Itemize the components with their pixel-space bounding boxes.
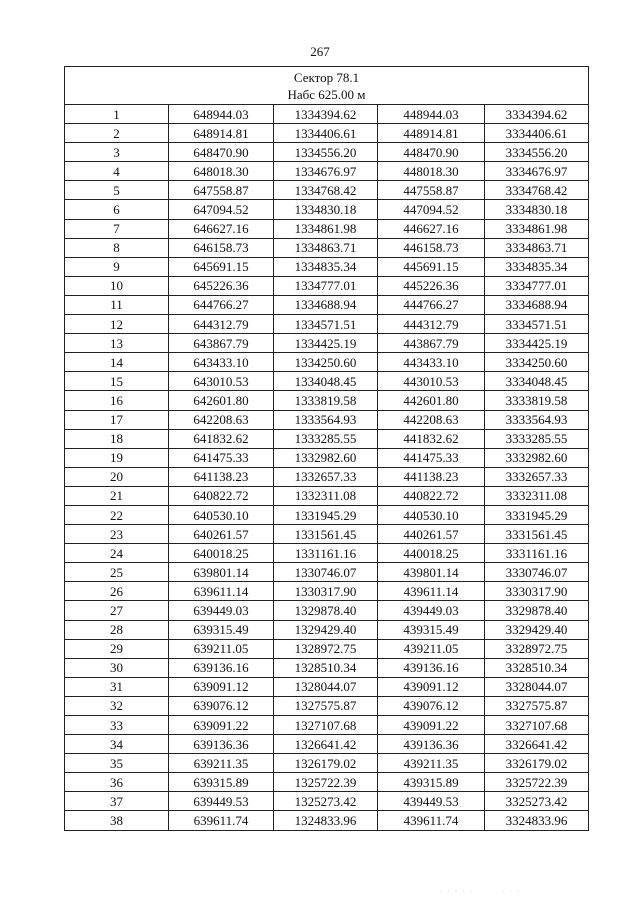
coord-x1-cell: 639315.49 — [169, 620, 274, 639]
point-number-cell: 32 — [65, 696, 169, 715]
table-row — [65, 505, 589, 524]
coord-y1-cell: 1333285.55 — [274, 429, 378, 448]
point-number-cell: 2 — [65, 124, 169, 143]
point-number-cell: 8 — [65, 238, 169, 257]
point-number-cell: 38 — [65, 811, 169, 830]
coord-y1-cell: 1333819.58 — [274, 391, 378, 410]
coord-y1-cell: 1332657.33 — [274, 467, 378, 486]
point-number-cell: 3 — [65, 143, 169, 162]
coord-y2-cell: 3334861.98 — [485, 219, 589, 238]
coord-y1-cell: 1334830.18 — [274, 200, 378, 219]
coord-x1-cell: 645691.15 — [169, 257, 274, 276]
coord-x1-cell: 641475.33 — [169, 448, 274, 467]
table-row — [65, 601, 589, 620]
table-row — [65, 391, 589, 410]
point-number-cell: 16 — [65, 391, 169, 410]
page-number: 267 — [310, 44, 330, 59]
coord-y2-cell: 3334425.19 — [485, 334, 589, 353]
coord-x2-cell: 443433.10 — [378, 353, 485, 372]
coord-x2-cell: 439136.16 — [378, 658, 485, 677]
coord-y2-cell: 3326179.02 — [485, 754, 589, 773]
coord-x2-cell: 443010.53 — [378, 372, 485, 391]
coord-x1-cell: 642208.63 — [169, 410, 274, 429]
table-row — [65, 181, 589, 200]
coord-y2-cell: 3334835.34 — [485, 257, 589, 276]
point-number-cell: 13 — [65, 334, 169, 353]
coord-y1-cell: 1334768.42 — [274, 181, 378, 200]
coord-y2-cell: 3328044.07 — [485, 677, 589, 696]
table-row — [65, 143, 589, 162]
coord-x1-cell: 643010.53 — [169, 372, 274, 391]
coord-y2-cell: 3330317.90 — [485, 582, 589, 601]
coord-x2-cell: 440261.57 — [378, 525, 485, 544]
point-number-cell: 37 — [65, 792, 169, 811]
coord-y1-cell: 1327107.68 — [274, 716, 378, 735]
coord-x2-cell: 444766.27 — [378, 295, 485, 314]
coord-x2-cell: 440822.72 — [378, 486, 485, 505]
coord-y2-cell: 3324833.96 — [485, 811, 589, 830]
coord-x2-cell: 448470.90 — [378, 143, 485, 162]
coord-x1-cell: 639449.53 — [169, 792, 274, 811]
point-number-cell: 18 — [65, 429, 169, 448]
table-row — [65, 716, 589, 735]
point-number-cell: 26 — [65, 582, 169, 601]
point-number-cell: 28 — [65, 620, 169, 639]
coord-y1-cell: 1325722.39 — [274, 773, 378, 792]
coord-x2-cell: 441138.23 — [378, 467, 485, 486]
table-row — [65, 582, 589, 601]
table-body — [65, 67, 589, 831]
table-row — [65, 295, 589, 314]
coord-x1-cell: 639076.12 — [169, 696, 274, 715]
table-header-row — [65, 67, 589, 105]
coord-y1-cell: 1334048.45 — [274, 372, 378, 391]
table-row — [65, 620, 589, 639]
coord-y1-cell: 1328044.07 — [274, 677, 378, 696]
coord-x1-cell: 639315.89 — [169, 773, 274, 792]
point-number-cell: 36 — [65, 773, 169, 792]
table-row — [65, 658, 589, 677]
coord-x1-cell: 643433.10 — [169, 353, 274, 372]
point-number-cell: 7 — [65, 219, 169, 238]
coord-x1-cell: 641832.62 — [169, 429, 274, 448]
coord-x1-cell: 646627.16 — [169, 219, 274, 238]
coord-y1-cell: 1334835.34 — [274, 257, 378, 276]
coord-y1-cell: 1334777.01 — [274, 276, 378, 295]
coord-y2-cell: 3331945.29 — [485, 505, 589, 524]
coord-y2-cell: 3330746.07 — [485, 563, 589, 582]
coord-y1-cell: 1329429.40 — [274, 620, 378, 639]
coord-x1-cell: 639211.05 — [169, 639, 274, 658]
coord-x2-cell: 442208.63 — [378, 410, 485, 429]
table-row — [65, 124, 589, 143]
coord-x1-cell: 640530.10 — [169, 505, 274, 524]
coord-x2-cell: 439611.74 — [378, 811, 485, 830]
coord-x1-cell: 642601.80 — [169, 391, 274, 410]
point-number-cell: 27 — [65, 601, 169, 620]
coord-x2-cell: 447094.52 — [378, 200, 485, 219]
coord-y2-cell: 3325722.39 — [485, 773, 589, 792]
point-number-cell: 20 — [65, 467, 169, 486]
coord-y1-cell: 1334863.71 — [274, 238, 378, 257]
coord-y1-cell: 1331161.16 — [274, 544, 378, 563]
point-number-cell: 14 — [65, 353, 169, 372]
coord-x2-cell: 441475.33 — [378, 448, 485, 467]
coord-x1-cell: 648018.30 — [169, 162, 274, 181]
table-row — [65, 276, 589, 295]
coord-y1-cell: 1327575.87 — [274, 696, 378, 715]
coord-y2-cell: 3331561.45 — [485, 525, 589, 544]
coord-y2-cell: 3332657.33 — [485, 467, 589, 486]
table-row — [65, 448, 589, 467]
coord-x2-cell: 439076.12 — [378, 696, 485, 715]
coord-x1-cell: 647558.87 — [169, 181, 274, 200]
coord-x2-cell: 439449.03 — [378, 601, 485, 620]
coord-y2-cell: 3329429.40 — [485, 620, 589, 639]
coord-x1-cell: 644312.79 — [169, 315, 274, 334]
coord-x1-cell: 639211.35 — [169, 754, 274, 773]
coord-y2-cell: 3331161.16 — [485, 544, 589, 563]
coord-x2-cell: 441832.62 — [378, 429, 485, 448]
coord-y2-cell: 3334777.01 — [485, 276, 589, 295]
table-row — [65, 353, 589, 372]
coord-x1-cell: 640018.25 — [169, 544, 274, 563]
coord-y1-cell: 1329878.40 — [274, 601, 378, 620]
coord-y2-cell: 3328972.75 — [485, 639, 589, 658]
coord-x1-cell: 644766.27 — [169, 295, 274, 314]
table-header — [65, 67, 589, 105]
coord-y1-cell: 1334250.60 — [274, 353, 378, 372]
point-number-cell: 31 — [65, 677, 169, 696]
point-number-cell: 30 — [65, 658, 169, 677]
coord-y1-cell: 1334676.97 — [274, 162, 378, 181]
coord-y2-cell: 3334571.51 — [485, 315, 589, 334]
point-number-cell: 21 — [65, 486, 169, 505]
coord-x1-cell: 639801.14 — [169, 563, 274, 582]
coord-y1-cell: 1334425.19 — [274, 334, 378, 353]
coord-y1-cell: 1326179.02 — [274, 754, 378, 773]
point-number-cell: 33 — [65, 716, 169, 735]
coord-x2-cell: 442601.80 — [378, 391, 485, 410]
coord-y2-cell: 3329878.40 — [485, 601, 589, 620]
coord-x1-cell: 648470.90 — [169, 143, 274, 162]
coord-y1-cell: 1334406.61 — [274, 124, 378, 143]
table-row — [65, 429, 589, 448]
coord-y2-cell: 3334768.42 — [485, 181, 589, 200]
point-number-cell: 6 — [65, 200, 169, 219]
table-row — [65, 105, 589, 124]
coord-y1-cell: 1326641.42 — [274, 735, 378, 754]
table-row — [65, 735, 589, 754]
point-number-cell: 34 — [65, 735, 169, 754]
scan-artifact: · · · · · · · · — [440, 889, 521, 895]
point-number-cell: 29 — [65, 639, 169, 658]
table-row — [65, 677, 589, 696]
sector-title: Сектор 78.1 — [293, 70, 360, 85]
table-row — [65, 563, 589, 582]
table-row — [65, 219, 589, 238]
table-row — [65, 315, 589, 334]
coord-x1-cell: 641138.23 — [169, 467, 274, 486]
point-number-cell: 23 — [65, 525, 169, 544]
coord-x2-cell: 439611.14 — [378, 582, 485, 601]
coord-x2-cell: 446627.16 — [378, 219, 485, 238]
coord-x1-cell: 646158.73 — [169, 238, 274, 257]
table-row — [65, 372, 589, 391]
coord-x2-cell: 444312.79 — [378, 315, 485, 334]
coord-y2-cell: 3325273.42 — [485, 792, 589, 811]
coord-x2-cell: 448018.30 — [378, 162, 485, 181]
point-number-cell: 24 — [65, 544, 169, 563]
coord-x2-cell: 439091.12 — [378, 677, 485, 696]
coord-x1-cell: 645226.36 — [169, 276, 274, 295]
coord-x2-cell: 448914.81 — [378, 124, 485, 143]
coord-y1-cell: 1325273.42 — [274, 792, 378, 811]
coord-y1-cell: 1334556.20 — [274, 143, 378, 162]
table-row — [65, 257, 589, 276]
coord-x2-cell: 439091.22 — [378, 716, 485, 735]
coord-x1-cell: 647094.52 — [169, 200, 274, 219]
point-number-cell: 11 — [65, 295, 169, 314]
coord-x2-cell: 439211.05 — [378, 639, 485, 658]
point-number-cell: 15 — [65, 372, 169, 391]
coord-x2-cell: 439315.49 — [378, 620, 485, 639]
height-subtitle: Набс 625.00 м — [287, 87, 366, 102]
coord-x2-cell: 439315.89 — [378, 773, 485, 792]
table-row — [65, 238, 589, 257]
point-number-cell: 22 — [65, 505, 169, 524]
coord-y1-cell: 1328510.34 — [274, 658, 378, 677]
table-row — [65, 334, 589, 353]
coord-x2-cell: 439136.36 — [378, 735, 485, 754]
coord-y1-cell: 1330746.07 — [274, 563, 378, 582]
coord-x1-cell: 639091.12 — [169, 677, 274, 696]
coord-x2-cell: 445226.36 — [378, 276, 485, 295]
point-number-cell: 4 — [65, 162, 169, 181]
point-number-cell: 10 — [65, 276, 169, 295]
table-row — [65, 754, 589, 773]
table-row — [65, 162, 589, 181]
coord-x2-cell: 439801.14 — [378, 563, 485, 582]
coord-x1-cell: 648944.03 — [169, 105, 274, 124]
table-row — [65, 544, 589, 563]
coord-y2-cell: 3334863.71 — [485, 238, 589, 257]
coord-y1-cell: 1333564.93 — [274, 410, 378, 429]
coord-y2-cell: 3327575.87 — [485, 696, 589, 715]
coord-x1-cell: 639611.74 — [169, 811, 274, 830]
coord-x2-cell: 439211.35 — [378, 754, 485, 773]
coord-y1-cell: 1334688.94 — [274, 295, 378, 314]
coord-x2-cell: 443867.79 — [378, 334, 485, 353]
table-row — [65, 811, 589, 830]
coord-x1-cell: 639136.16 — [169, 658, 274, 677]
table-row — [65, 792, 589, 811]
coord-y2-cell: 3334406.61 — [485, 124, 589, 143]
coord-y1-cell: 1334394.62 — [274, 105, 378, 124]
coord-x2-cell: 440530.10 — [378, 505, 485, 524]
coord-x1-cell: 640822.72 — [169, 486, 274, 505]
coord-y2-cell: 3333564.93 — [485, 410, 589, 429]
coord-x2-cell: 440018.25 — [378, 544, 485, 563]
point-number-cell: 19 — [65, 448, 169, 467]
coord-x1-cell: 648914.81 — [169, 124, 274, 143]
coord-x1-cell: 640261.57 — [169, 525, 274, 544]
table-row — [65, 525, 589, 544]
coord-y1-cell: 1328972.75 — [274, 639, 378, 658]
coord-y2-cell: 3334676.97 — [485, 162, 589, 181]
point-number-cell: 35 — [65, 754, 169, 773]
coord-x1-cell: 639611.14 — [169, 582, 274, 601]
coordinates-table — [64, 66, 589, 831]
coord-y2-cell: 3334250.60 — [485, 353, 589, 372]
coord-x2-cell: 439449.53 — [378, 792, 485, 811]
coord-y1-cell: 1332982.60 — [274, 448, 378, 467]
point-number-cell: 9 — [65, 257, 169, 276]
coord-y2-cell: 3333819.58 — [485, 391, 589, 410]
coord-x1-cell: 639136.36 — [169, 735, 274, 754]
coord-y2-cell: 3333285.55 — [485, 429, 589, 448]
table-row — [65, 486, 589, 505]
coord-y1-cell: 1334571.51 — [274, 315, 378, 334]
point-number-cell: 12 — [65, 315, 169, 334]
table-row — [65, 639, 589, 658]
coord-y1-cell: 1334861.98 — [274, 219, 378, 238]
table-row — [65, 773, 589, 792]
point-number-cell: 1 — [65, 105, 169, 124]
coord-x1-cell: 639449.03 — [169, 601, 274, 620]
coord-x2-cell: 447558.87 — [378, 181, 485, 200]
coord-y2-cell: 3328510.34 — [485, 658, 589, 677]
coord-y2-cell: 3332311.08 — [485, 486, 589, 505]
point-number-cell: 25 — [65, 563, 169, 582]
coord-y2-cell: 3334830.18 — [485, 200, 589, 219]
coord-y1-cell: 1331561.45 — [274, 525, 378, 544]
table-row — [65, 410, 589, 429]
coord-x1-cell: 643867.79 — [169, 334, 274, 353]
point-number-cell: 5 — [65, 181, 169, 200]
coord-y1-cell: 1331945.29 — [274, 505, 378, 524]
coord-x2-cell: 445691.15 — [378, 257, 485, 276]
coord-y1-cell: 1330317.90 — [274, 582, 378, 601]
coord-x1-cell: 639091.22 — [169, 716, 274, 735]
coord-x2-cell: 446158.73 — [378, 238, 485, 257]
coord-y2-cell: 3327107.68 — [485, 716, 589, 735]
table-row — [65, 200, 589, 219]
coord-y2-cell: 3334048.45 — [485, 372, 589, 391]
coord-y2-cell: 3334556.20 — [485, 143, 589, 162]
coord-y1-cell: 1332311.08 — [274, 486, 378, 505]
table-row — [65, 696, 589, 715]
coord-y1-cell: 1324833.96 — [274, 811, 378, 830]
point-number-cell: 17 — [65, 410, 169, 429]
coord-y2-cell: 3332982.60 — [485, 448, 589, 467]
coord-y2-cell: 3334394.62 — [485, 105, 589, 124]
coord-x2-cell: 448944.03 — [378, 105, 485, 124]
coord-y2-cell: 3334688.94 — [485, 295, 589, 314]
coord-y2-cell: 3326641.42 — [485, 735, 589, 754]
table-row — [65, 467, 589, 486]
